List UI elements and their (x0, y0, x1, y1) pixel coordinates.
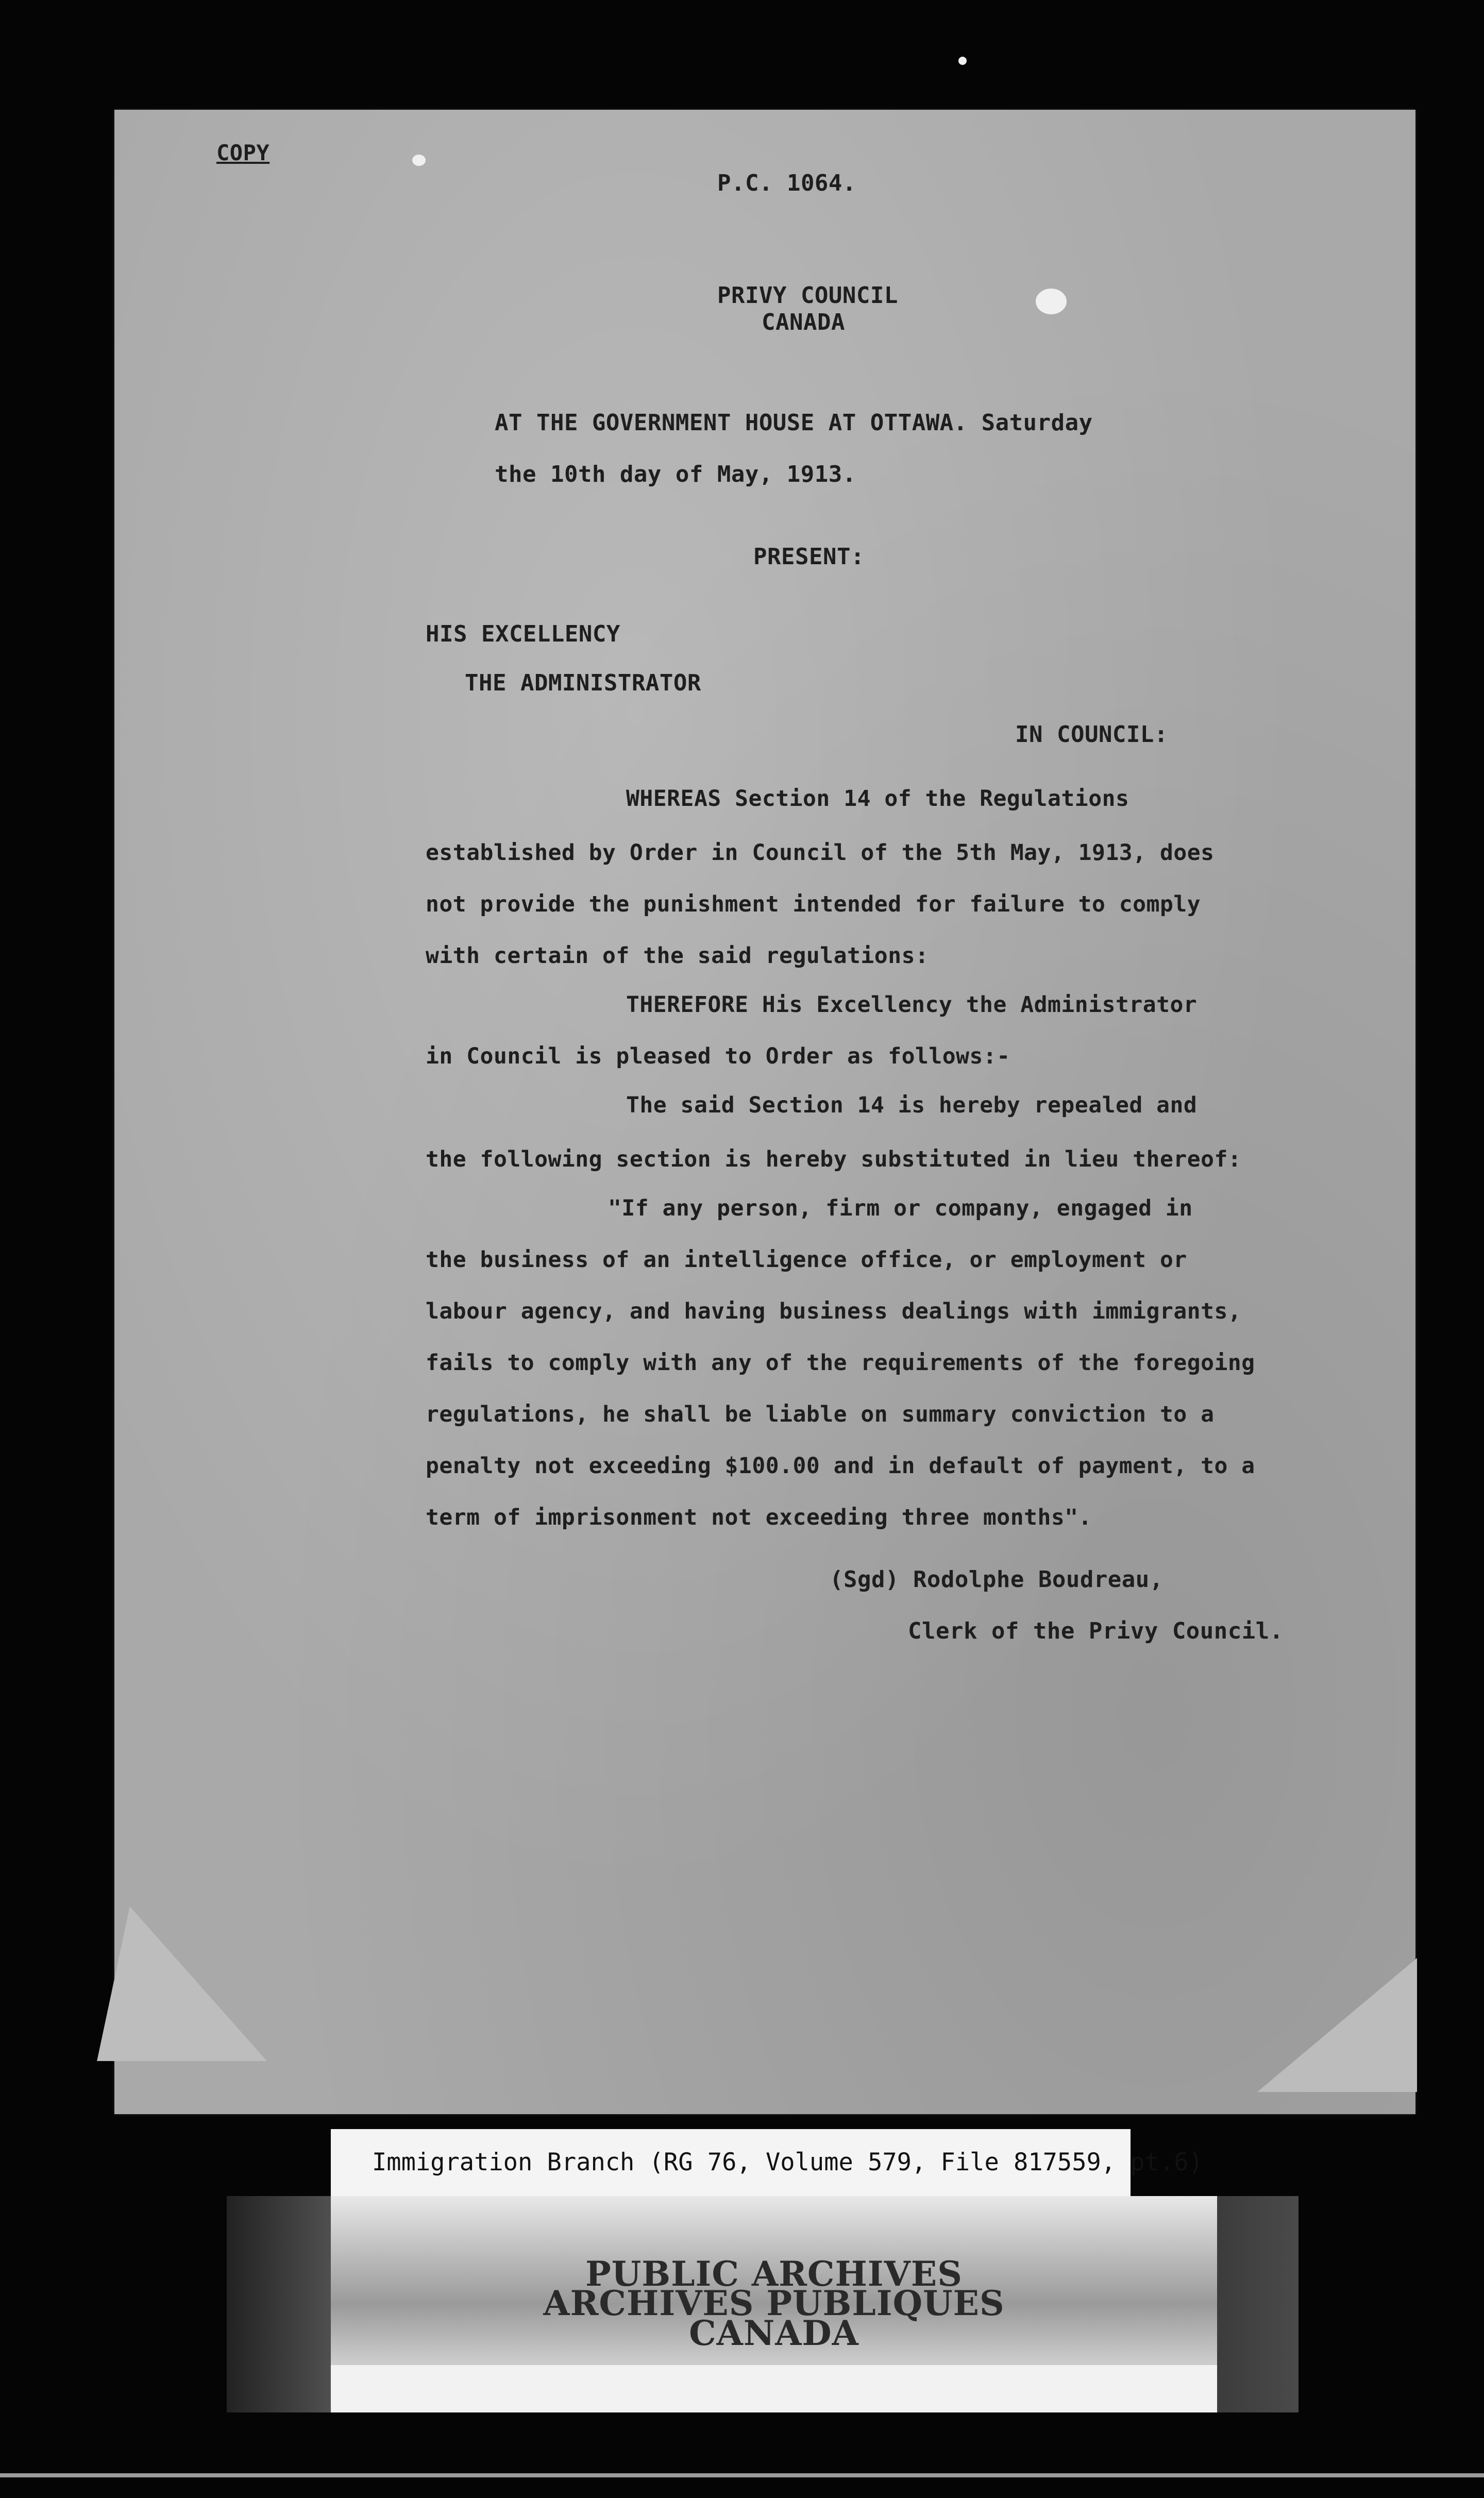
archive-caption: Immigration Branch (RG 76, Volume 579, File 817559, pt.6) (331, 2129, 1131, 2196)
in-council-line: IN COUNCIL: (1015, 721, 1168, 748)
body-line: The said Section 14 is hereby repealed and (626, 1092, 1198, 1118)
body-line: regulations, he shall be liable on summary conviction to a (426, 1402, 1215, 1427)
film-speck (412, 155, 426, 166)
his-excellency-line: HIS EXCELLENCY (426, 621, 620, 647)
body-line: the following section is hereby substituted in lieu thereof: (426, 1146, 1242, 1172)
body-line: with certain of the said regulations: (426, 943, 929, 969)
body-line: term of imprisonment not exceeding three months". (426, 1505, 1092, 1530)
film-speck (1036, 289, 1067, 314)
body-line: the business of an intelligence office, or employment or (426, 1247, 1187, 1273)
archive-stamp-bottom-band (331, 2365, 1217, 2412)
body-line: labour agency, and having business dealings with immigrants, (426, 1298, 1242, 1324)
body-line: in Council is pleased to Order as follows:- (426, 1043, 1010, 1069)
archive-stamp-line-2: ARCHIVES PUBLIQUES (543, 2283, 1005, 2323)
body-line: not provide the punishment intended for failure to comply (426, 891, 1201, 917)
order-number: P.C. 1064. (717, 170, 856, 196)
body-line: "If any person, firm or company, engaged in (608, 1195, 1193, 1221)
document-title-line-1: PRIVY COUNCIL (717, 282, 898, 309)
administrator-line: THE ADMINISTRATOR (465, 670, 701, 696)
place-date-line-2: the 10th day of May, 1913. (495, 461, 856, 487)
archive-stamp-line-3: CANADA (689, 2313, 859, 2353)
film-speck (958, 57, 967, 65)
page-corner-fold-right (1257, 1958, 1417, 2092)
place-date-line-1: AT THE GOVERNMENT HOUSE AT OTTAWA. Saturday (495, 410, 1093, 436)
present-heading: PRESENT: (753, 544, 865, 570)
document-title-line-2: CANADA (762, 309, 845, 335)
body-line: established by Order in Council of the 5th May, 1913, does (426, 840, 1215, 866)
copy-mark: COPY (216, 140, 270, 165)
body-line: WHEREAS Section 14 of the Regulations (626, 786, 1129, 812)
body-line: penalty not exceeding $100.00 and in default of payment, to a (426, 1453, 1255, 1479)
body-line: fails to comply with any of the requirements of the foregoing (426, 1350, 1255, 1376)
body-line: THEREFORE His Excellency the Administrator (626, 992, 1198, 1018)
signature-line: (Sgd) Rodolphe Boudreau, (830, 1566, 1163, 1593)
signatory-title: Clerk of the Privy Council. (908, 1618, 1284, 1644)
archive-stamp-line-1: PUBLIC ARCHIVES (585, 2254, 963, 2294)
film-edge-rule (0, 2473, 1484, 2477)
page-corner-fold-left (97, 1906, 300, 2061)
